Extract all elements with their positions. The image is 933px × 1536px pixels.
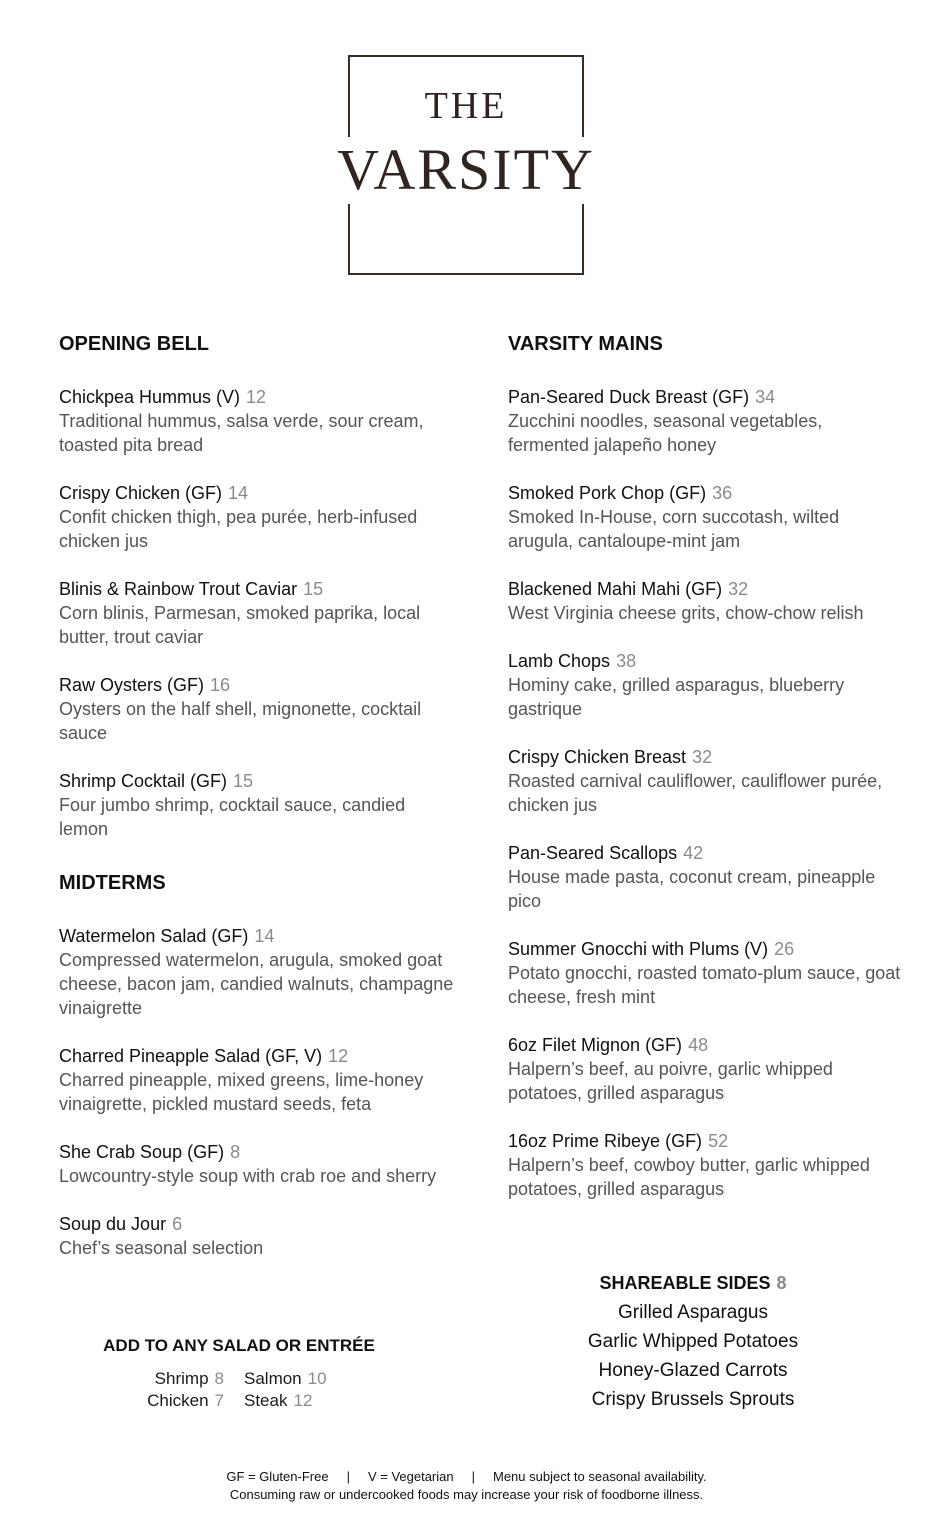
menu-item-description: Smoked In-House, corn succotash, wilted arugula, cantaloupe-mint jam bbox=[508, 507, 840, 551]
menu-item-name: Shrimp Cocktail (GF) bbox=[59, 771, 228, 791]
addon-title: ADD TO ANY SALAD OR ENTRÉE bbox=[103, 1336, 375, 1355]
menu-item-name: Pan-Seared Duck Breast (GF) bbox=[508, 387, 750, 407]
menu-item bbox=[59, 1140, 459, 1188]
menu-item-price: 8 bbox=[230, 1142, 241, 1162]
addon-name: Shrimp bbox=[154, 1369, 209, 1388]
menu-item-description: Hominy cake, grilled asparagus, blueberry gastrique bbox=[508, 675, 845, 719]
section-title-midterms: MIDTERMS bbox=[59, 872, 166, 894]
menu-item-price: 26 bbox=[774, 939, 795, 959]
menu-item bbox=[59, 577, 459, 649]
menu-item bbox=[508, 385, 908, 457]
logo bbox=[337, 55, 595, 275]
addon-price: 7 bbox=[214, 1391, 224, 1410]
side-item: Honey-Glazed Carrots bbox=[598, 1360, 788, 1381]
addon-price: 8 bbox=[214, 1369, 224, 1388]
menu-item bbox=[508, 649, 908, 721]
menu-item bbox=[59, 673, 459, 745]
addon-name: Chicken bbox=[147, 1391, 209, 1410]
menu-item-name: Smoked Pork Chop (GF) bbox=[508, 483, 707, 503]
menu-item-description: Four jumbo shrimp, cocktail sauce, candied lemon bbox=[59, 795, 406, 839]
menu-item-name: Blinis & Rainbow Trout Caviar bbox=[59, 579, 298, 599]
menu-item-title bbox=[508, 1033, 908, 1057]
menu-item-name: Pan-Seared Scallops bbox=[508, 843, 678, 863]
menu-item-price: 32 bbox=[692, 747, 713, 767]
menu-item bbox=[508, 937, 908, 1009]
side-item: Grilled Asparagus bbox=[618, 1302, 768, 1323]
menu-item-title bbox=[59, 1044, 459, 1068]
addon-item bbox=[134, 1368, 224, 1390]
menu-item-name: 16oz Prime Ribeye (GF) bbox=[508, 1131, 703, 1151]
menu-item-price: 15 bbox=[303, 579, 324, 599]
menu-item-price: 12 bbox=[328, 1046, 349, 1066]
menu-item bbox=[59, 481, 459, 553]
menu-item-description: Roasted carnival cauliflower, cauliflower purée, chicken jus bbox=[508, 771, 883, 815]
menu-item bbox=[59, 385, 459, 457]
menu-item-description: Charred pineapple, mixed greens, lime-honey vinaigrette, pickled mustard seeds, feta bbox=[59, 1070, 424, 1114]
menu-item-price: 38 bbox=[616, 651, 637, 671]
menu-item-description: West Virginia cheese grits, chow-chow relish bbox=[508, 603, 864, 623]
menu-item-price: 16 bbox=[210, 675, 231, 695]
midterms-list bbox=[59, 924, 459, 1260]
addon-name: Steak bbox=[244, 1391, 288, 1410]
addon-item bbox=[244, 1390, 344, 1412]
footer-legend bbox=[0, 1468, 933, 1486]
menu-item bbox=[508, 1033, 908, 1105]
menu-item-title bbox=[59, 673, 459, 697]
menu-item-description: Lowcountry-style soup with crab roe and sherry bbox=[59, 1166, 437, 1186]
menu-item-description: House made pasta, coconut cream, pineapple pico bbox=[508, 867, 876, 911]
menu-item-price: 12 bbox=[246, 387, 267, 407]
menu-item-title bbox=[59, 385, 459, 409]
footer-v: V = Vegetarian bbox=[367, 1469, 454, 1484]
addon-price: 10 bbox=[307, 1369, 327, 1388]
menu-item bbox=[508, 745, 908, 817]
menu-item-price: 52 bbox=[708, 1131, 729, 1151]
menu-item-title bbox=[508, 841, 908, 865]
footer-separator: | bbox=[346, 1469, 350, 1484]
menu-item-description: Halpern’s beef, au poivre, garlic whipped potatoes, grilled asparagus bbox=[508, 1059, 833, 1103]
sides-title-text: SHAREABLE SIDES bbox=[599, 1273, 771, 1293]
menu-item-title bbox=[508, 649, 908, 673]
menu-item-name: Charred Pineapple Salad (GF, V) bbox=[59, 1046, 323, 1066]
footer-separator: | bbox=[471, 1469, 475, 1484]
left-column bbox=[59, 330, 459, 1284]
menu-item-name: 6oz Filet Mignon (GF) bbox=[508, 1035, 683, 1055]
menu-item-name: Crispy Chicken Breast bbox=[508, 747, 687, 767]
menu-item-description: Potato gnocchi, roasted tomato-plum sauce, goat cheese, fresh mint bbox=[508, 963, 901, 1007]
menu-item-description: Zucchini noodles, seasonal vegetables, fermented jalapeño honey bbox=[508, 411, 823, 455]
footer-warning: Consuming raw or undercooked foods may increase your risk of foodborne illness. bbox=[229, 1487, 704, 1502]
menu-item-price: 36 bbox=[712, 483, 733, 503]
menu-item bbox=[59, 1044, 459, 1116]
side-item: Garlic Whipped Potatoes bbox=[587, 1331, 799, 1352]
menu-item bbox=[508, 481, 908, 553]
menu-item-description: Corn blinis, Parmesan, smoked paprika, local butter, trout caviar bbox=[59, 603, 421, 647]
menu-item-title bbox=[508, 385, 908, 409]
shareable-sides bbox=[508, 1270, 878, 1414]
menu-item-price: 15 bbox=[233, 771, 254, 791]
menu-item bbox=[508, 841, 908, 913]
menu-item-price: 48 bbox=[688, 1035, 709, 1055]
addon-name: Salmon bbox=[244, 1369, 302, 1388]
menu-item-name: She Crab Soup (GF) bbox=[59, 1142, 225, 1162]
menu-item-title bbox=[508, 577, 908, 601]
menu-item-description: Oysters on the half shell, mignonette, cocktail sauce bbox=[59, 699, 422, 743]
menu-item-name: Raw Oysters (GF) bbox=[59, 675, 205, 695]
menu-item-description: Traditional hummus, salsa verde, sour cream, toasted pita bread bbox=[59, 411, 424, 455]
logo-the: THE bbox=[350, 87, 582, 125]
menu-item-price: 6 bbox=[172, 1214, 183, 1234]
menu-item-name: Watermelon Salad (GF) bbox=[59, 926, 249, 946]
menu-item-title bbox=[59, 481, 459, 505]
menu-item-price: 14 bbox=[254, 926, 275, 946]
menu-item-description: Compressed watermelon, arugula, smoked goat cheese, bacon jam, candied walnuts, champagne vinaigrette bbox=[59, 950, 454, 1018]
menu-item-name: Blackened Mahi Mahi (GF) bbox=[508, 579, 723, 599]
menu-item-title bbox=[508, 481, 908, 505]
menu-item-name: Summer Gnocchi with Plums (V) bbox=[508, 939, 769, 959]
menu-item-title bbox=[59, 769, 459, 793]
menu-item-title bbox=[508, 745, 908, 769]
menu-item-title bbox=[59, 924, 459, 948]
addon-item bbox=[134, 1390, 224, 1412]
menu-item-price: 14 bbox=[228, 483, 249, 503]
sides-price: 8 bbox=[776, 1273, 787, 1293]
menu-item-price: 42 bbox=[683, 843, 704, 863]
menu-item-title bbox=[59, 1212, 459, 1236]
logo-varsity: VARSITY bbox=[330, 137, 602, 204]
menu-item-description: Chef’s seasonal selection bbox=[59, 1238, 264, 1258]
menu-item bbox=[508, 1129, 908, 1201]
section-title-opening-bell: OPENING BELL bbox=[59, 333, 210, 355]
menu-item-price: 34 bbox=[755, 387, 776, 407]
varsity-mains-list bbox=[508, 385, 908, 1201]
menu-item-title bbox=[508, 937, 908, 961]
menu-item-name: Lamb Chops bbox=[508, 651, 611, 671]
menu-item-description: Confit chicken thigh, pea purée, herb-infused chicken jus bbox=[59, 507, 418, 551]
menu-item-name: Crispy Chicken (GF) bbox=[59, 483, 223, 503]
menu-item-title bbox=[508, 1129, 908, 1153]
footer bbox=[0, 1468, 933, 1504]
footer-gf: GF = Gluten-Free bbox=[226, 1469, 329, 1484]
menu-item-name: Chickpea Hummus (V) bbox=[59, 387, 241, 407]
menu-item bbox=[59, 769, 459, 841]
sides-title bbox=[508, 1270, 878, 1296]
side-item: Crispy Brussels Sprouts bbox=[591, 1389, 795, 1410]
menu-item-price: 32 bbox=[728, 579, 749, 599]
menu-item-description: Halpern’s beef, cowboy butter, garlic whipped potatoes, grilled asparagus bbox=[508, 1155, 870, 1199]
footer-seasonal: Menu subject to seasonal availability. bbox=[493, 1469, 707, 1484]
menu-item bbox=[59, 1212, 459, 1260]
addon-price: 12 bbox=[293, 1391, 313, 1410]
menu-item-name: Soup du Jour bbox=[59, 1214, 167, 1234]
menu-item-title bbox=[59, 577, 459, 601]
addon-item bbox=[244, 1368, 344, 1390]
menu-item bbox=[59, 924, 459, 1020]
menu-item bbox=[508, 577, 908, 625]
section-title-varsity-mains: VARSITY MAINS bbox=[508, 333, 663, 355]
addon-panel bbox=[59, 1334, 419, 1412]
menu-item-title bbox=[59, 1140, 459, 1164]
addon-grid bbox=[59, 1368, 419, 1412]
right-column bbox=[508, 330, 908, 1225]
opening-bell-list bbox=[59, 385, 459, 841]
